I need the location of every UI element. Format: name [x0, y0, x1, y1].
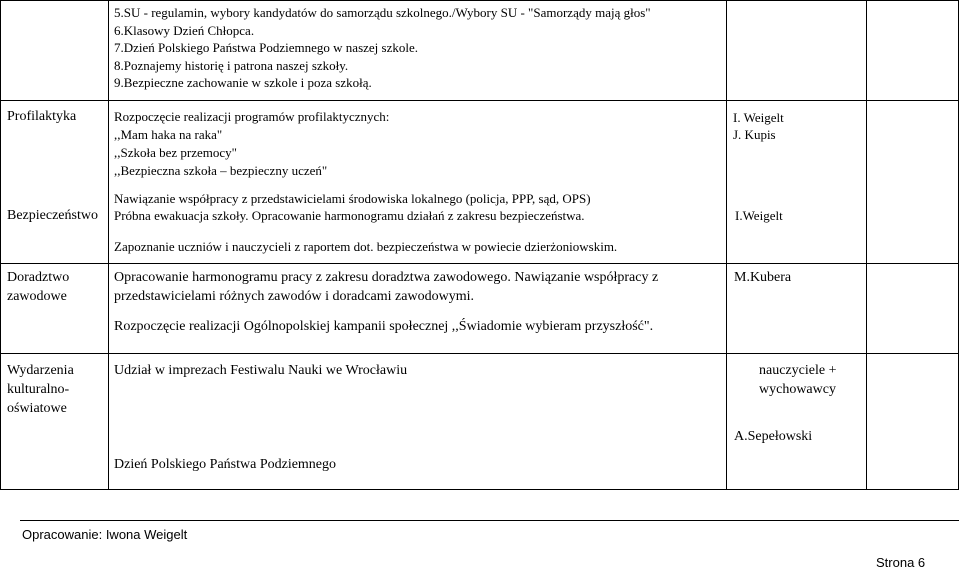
footer-rule: [20, 520, 959, 521]
row-divider: [0, 100, 959, 101]
task-line: Nawiązanie współpracy z przedstawicielami środowiska lokalnego (policja, PPP, sąd, OPS): [114, 191, 591, 206]
task-line: 9.Bezpieczne zachowanie w szkole i poza szkołą.: [114, 75, 372, 90]
footer-author: Opracowanie: Iwona Weigelt: [22, 527, 188, 542]
task-line: 7.Dzień Polskiego Państwa Podziemnego w naszej szkole.: [114, 40, 418, 55]
row-divider: [0, 0, 959, 1]
category-doradztwo-line: Doradztwo: [7, 270, 70, 285]
col-divider: [108, 0, 109, 490]
responsible-person: I.Weigelt: [735, 208, 783, 223]
row-divider: [0, 263, 959, 264]
category-wydarzenia-line: Wydarzenia: [7, 363, 74, 378]
task-line: 6.Klasowy Dzień Chłopca.: [114, 23, 255, 38]
task-line: 5.SU - regulamin, wybory kandydatów do samorządu szkolnego./Wybory SU - "Samorządy mają głos": [114, 5, 651, 20]
responsible-person: I. Weigelt: [733, 110, 784, 125]
task-line: Rozpoczęcie realizacji Ogólnopolskiej kampanii społecznej ,,Świadomie wybieram przyszłość".: [114, 319, 654, 334]
page-number: Strona 6: [876, 555, 926, 570]
task-line: Rozpoczęcie realizacji programów profilaktycznych:: [114, 109, 390, 124]
task-line: ,,Mam haka na raka": [114, 127, 223, 142]
task-line: ,,Bezpieczna szkoła – bezpieczny uczeń": [114, 163, 328, 178]
col-divider: [0, 0, 1, 490]
task-line: Udział w imprezach Festiwalu Nauki we Wrocławiu: [114, 363, 408, 378]
row-divider: [0, 353, 959, 354]
col-divider: [726, 0, 727, 490]
responsible-person: nauczyciele +: [759, 363, 837, 378]
task-line: ,,Szkoła bez przemocy": [114, 145, 237, 160]
row-divider: [0, 489, 959, 490]
responsible-person: J. Kupis: [733, 127, 776, 142]
responsible-person: A.Sepełowski: [734, 429, 813, 444]
task-line: Zapoznanie uczniów i nauczycieli z raportem dot. bezpieczeństwa w powiecie dzierżoniowskim.: [114, 239, 618, 254]
task-line: przedstawicielami różnych zawodów i doradcami zawodowymi.: [114, 289, 474, 304]
category-wydarzenia-line: oświatowe: [7, 401, 67, 416]
category-bezpieczenstwo: Bezpieczeństwo: [7, 208, 98, 223]
task-line: 8.Poznajemy historię i patrona naszej szkoły.: [114, 58, 349, 73]
category-wydarzenia-line: kulturalno-: [7, 382, 70, 397]
responsible-person: wychowawcy: [759, 382, 836, 397]
category-doradztwo-line: zawodowe: [7, 289, 67, 304]
responsible-person: M.Kubera: [734, 270, 792, 285]
category-profilaktyka: Profilaktyka: [7, 109, 77, 124]
task-line: Opracowanie harmonogramu pracy z zakresu doradztwa zawodowego. Nawiązanie współpracy z: [114, 270, 659, 285]
col-divider: [866, 0, 867, 490]
task-line: Próbna ewakuacja szkoły. Opracowanie harmonogramu działań z zakresu bezpieczeństwa.: [114, 208, 585, 223]
task-line: Dzień Polskiego Państwa Podziemnego: [114, 457, 337, 472]
